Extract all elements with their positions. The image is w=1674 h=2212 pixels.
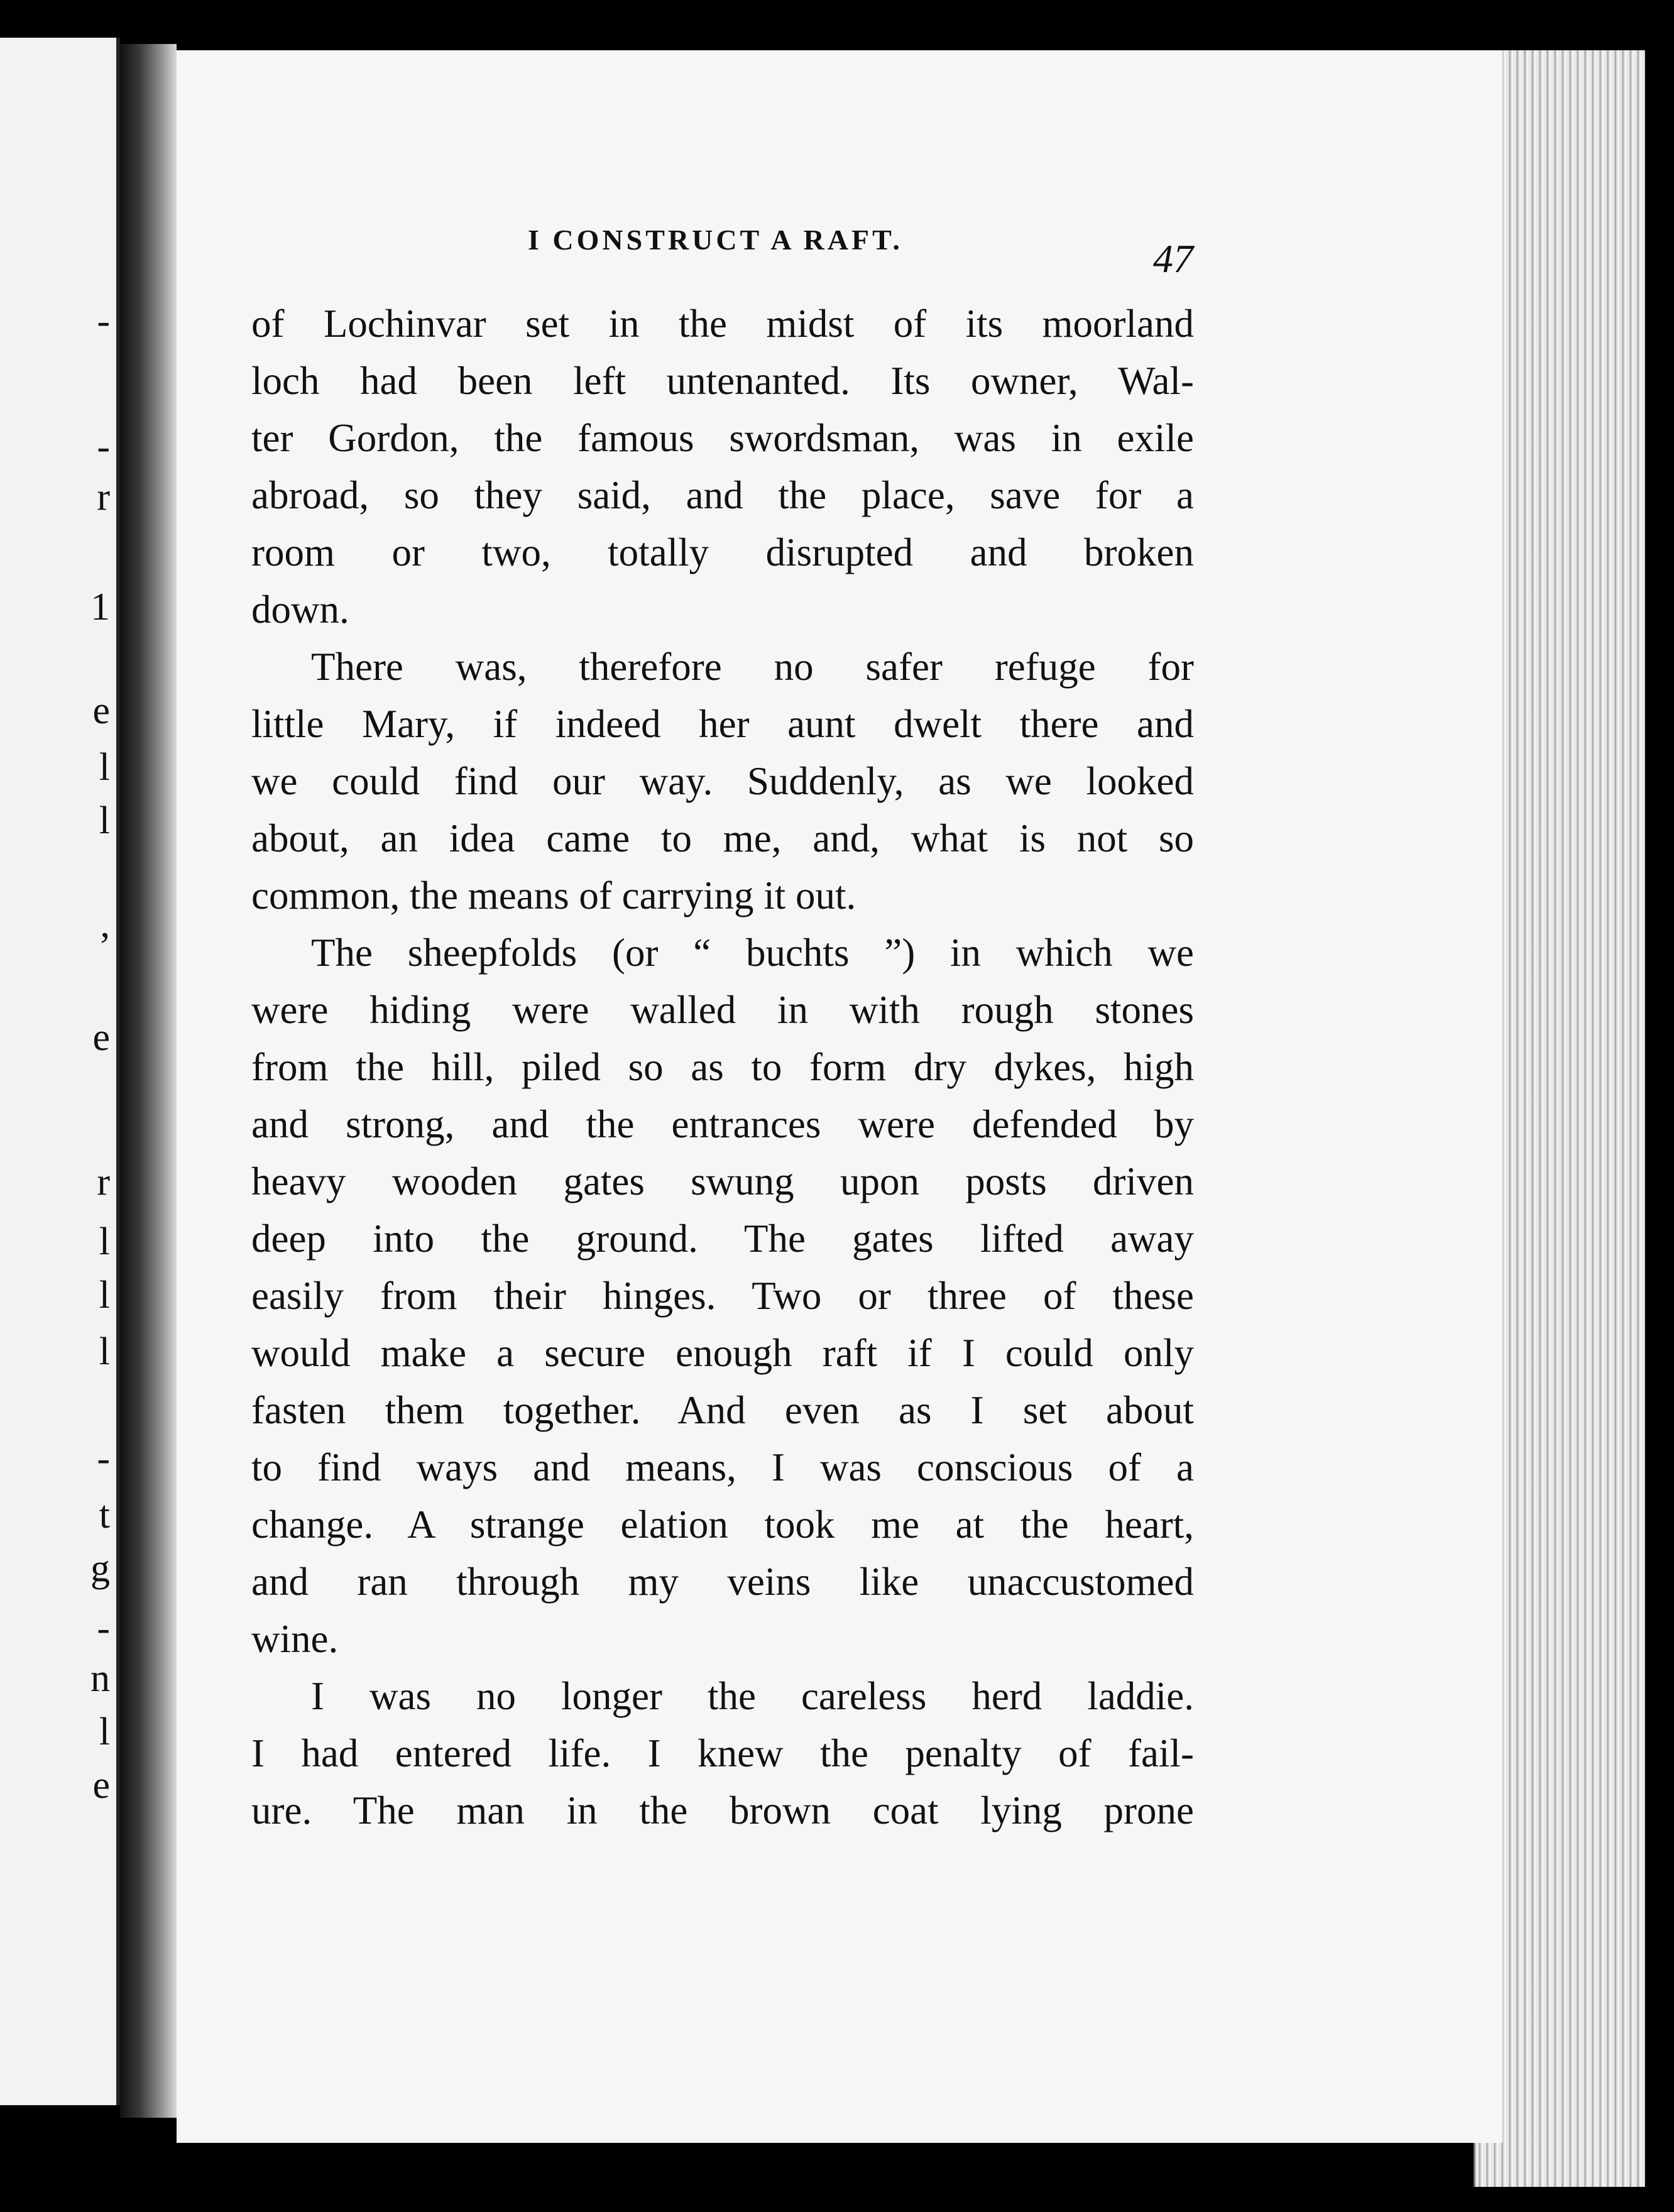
left-text-fragment: -: [97, 1607, 110, 1650]
text-line: were hiding were walled in with rough stones: [251, 988, 1194, 1032]
paragraph: [251, 638, 1194, 924]
text-line: would make a secure enough raft if I could only: [251, 1331, 1194, 1375]
left-text-fragment: e: [92, 1764, 110, 1807]
left-text-fragment: r: [97, 1161, 110, 1203]
left-text-fragment: l: [99, 1711, 110, 1753]
text-line: of Lochinvar set in the midst of its moorland: [251, 302, 1194, 346]
left-text-fragment: l: [99, 1274, 110, 1317]
text-line: fasten them together. And even as I set about: [251, 1388, 1194, 1432]
left-text-fragment: e: [92, 1016, 110, 1059]
left-text-fragment: -: [97, 300, 110, 342]
text-line: about, an idea came to me, and, what is not so: [251, 816, 1194, 860]
left-text-fragment: l: [99, 799, 110, 842]
text-line: abroad, so they said, and the place, save for a: [251, 473, 1194, 517]
text-line: I had entered life. I knew the penalty of fail-: [251, 1731, 1194, 1775]
text-line: ure. The man in the brown coat lying prone: [251, 1788, 1194, 1832]
text-line: wine.: [251, 1617, 339, 1661]
left-text-fragment: l: [99, 1220, 110, 1263]
left-text-fragment: ,: [100, 903, 110, 946]
text-line: I was no longer the careless herd laddie.: [311, 1674, 1194, 1718]
left-text-fragment: r: [97, 476, 110, 518]
text-line: room or two, totally disrupted and broken: [251, 530, 1194, 574]
text-line: we could find our way. Suddenly, as we looked: [251, 759, 1194, 803]
left-text-fragment: -: [97, 425, 110, 468]
left-text-fragment: 1: [90, 586, 110, 628]
text-line: from the hill, piled so as to form dry dykes, high: [251, 1045, 1194, 1089]
book-gutter: [120, 44, 177, 2118]
paragraph: [251, 1668, 1194, 1839]
facing-page-fragment: [0, 38, 120, 2105]
left-text-fragment: n: [90, 1657, 110, 1700]
left-text-fragment: t: [99, 1494, 110, 1536]
paragraph: [251, 295, 1194, 638]
text-line: heavy wooden gates swung upon posts driven: [251, 1159, 1194, 1203]
text-line: and strong, and the entrances were defended by: [251, 1102, 1194, 1146]
text-line: and ran through my veins like unaccustomed: [251, 1560, 1194, 1604]
text-line: ter Gordon, the famous swordsman, was in exile: [251, 416, 1194, 460]
text-line: loch had been left untenanted. Its owner, Wal-: [251, 359, 1194, 403]
text-line: change. A strange elation took me at the heart,: [251, 1503, 1194, 1547]
text-line: down.: [251, 588, 349, 632]
left-text-fragment: -: [97, 1437, 110, 1480]
left-text-fragment: l: [99, 746, 110, 789]
text-line: little Mary, if indeed her aunt dwelt there and: [251, 702, 1194, 746]
text-line: easily from their hinges. Two or three of these: [251, 1274, 1194, 1318]
body-text: [251, 295, 1194, 1839]
text-line: deep into the ground. The gates lifted away: [251, 1217, 1194, 1261]
text-line: common, the means of carrying it out.: [251, 873, 856, 917]
text-line: The sheepfolds (or “ buchts ”) in which we: [311, 931, 1194, 975]
page-number: 47: [1153, 236, 1193, 281]
left-text-fragment: g: [90, 1547, 110, 1590]
running-head: I CONSTRUCT A RAFT.: [528, 224, 903, 256]
left-text-fragment: e: [92, 689, 110, 732]
left-text-fragment: l: [99, 1330, 110, 1373]
text-line: There was, therefore no safer refuge for: [311, 645, 1194, 689]
text-line: to find ways and means, I was conscious of a: [251, 1445, 1194, 1489]
paragraph: [251, 924, 1194, 1668]
